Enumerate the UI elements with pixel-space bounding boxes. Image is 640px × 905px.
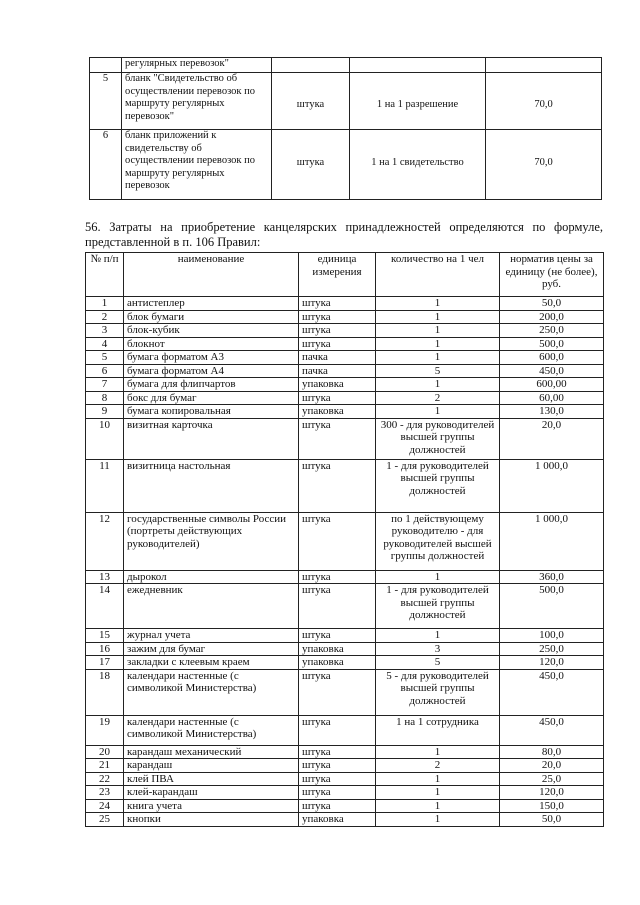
row-number: 9 — [86, 405, 124, 419]
item-qty: 1 — [376, 772, 500, 786]
item-price: 25,0 — [500, 772, 604, 786]
item-unit: штука — [272, 130, 350, 200]
item-unit: штука — [299, 799, 376, 813]
item-price: 20,0 — [500, 418, 604, 459]
item-unit: штука — [299, 391, 376, 405]
item-unit: штука — [299, 297, 376, 311]
row-number: 17 — [86, 656, 124, 670]
table-row — [86, 337, 604, 351]
row-number: 1 — [86, 297, 124, 311]
item-qty: 1 на 1 разрешение — [350, 73, 486, 130]
item-price: 50,0 — [500, 297, 604, 311]
item-unit: штука — [299, 324, 376, 338]
item-price: 500,0 — [500, 584, 604, 629]
item-unit: пачка — [299, 364, 376, 378]
item-qty: по 1 действующему руководителю - для руководителей высшей группы должностей — [376, 512, 500, 570]
item-unit: упаковка — [299, 656, 376, 670]
item-name: календари настенные (с символикой Министерства) — [124, 669, 299, 715]
item-unit: штука — [272, 73, 350, 130]
row-number: 11 — [86, 459, 124, 512]
item-price: 70,0 — [486, 73, 602, 130]
row-number: 14 — [86, 584, 124, 629]
row-number: 8 — [86, 391, 124, 405]
section-paragraph: 56. Затраты на приобретение канцелярских принадлежностей определяются по формуле, представленной в п. 106 Правил: — [85, 220, 603, 249]
item-name: бокс для бумаг — [124, 391, 299, 405]
item-name: блокнот — [124, 337, 299, 351]
item-qty: 1 — [376, 297, 500, 311]
header-name: наименование — [124, 253, 299, 297]
item-name: зажим для бумаг — [124, 642, 299, 656]
item-price: 50,0 — [500, 813, 604, 827]
item-name: бланк приложений к свидетельству об осуществлении перевозок по маршруту регулярных перевозок — [122, 130, 272, 200]
row-number: 7 — [86, 378, 124, 392]
item-price: 450,0 — [500, 715, 604, 745]
item-qty: 1 — [376, 745, 500, 759]
row-number: 18 — [86, 669, 124, 715]
item-qty: 1 — [376, 786, 500, 800]
item-price: 600,0 — [500, 351, 604, 365]
header-no: № п/п — [86, 253, 124, 297]
item-name: визитная карточка — [124, 418, 299, 459]
item-qty: 1 — [376, 799, 500, 813]
item-qty: 1 — [376, 351, 500, 365]
item-name: бумага копировальная — [124, 405, 299, 419]
item-qty — [350, 58, 486, 73]
table-row — [86, 364, 604, 378]
item-unit: штука — [299, 669, 376, 715]
row-number: 5 — [86, 351, 124, 365]
table-row — [86, 669, 604, 715]
row-number: 6 — [90, 130, 122, 200]
table-row — [86, 813, 604, 827]
row-number: 20 — [86, 745, 124, 759]
item-price: 200,0 — [500, 310, 604, 324]
top-table — [89, 57, 602, 200]
item-qty: 1 — [376, 337, 500, 351]
item-qty: 2 — [376, 759, 500, 773]
row-number: 16 — [86, 642, 124, 656]
item-qty: 2 — [376, 391, 500, 405]
table-row — [86, 584, 604, 629]
item-name: блок бумаги — [124, 310, 299, 324]
item-name: кнопки — [124, 813, 299, 827]
stationery-table — [85, 252, 604, 827]
item-qty: 1 на 1 сотрудника — [376, 715, 500, 745]
item-unit: пачка — [299, 351, 376, 365]
item-name: клей ПВА — [124, 772, 299, 786]
table-row — [86, 324, 604, 338]
row-number: 25 — [86, 813, 124, 827]
table-row — [86, 405, 604, 419]
item-name: карандаш — [124, 759, 299, 773]
item-name: визитница настольная — [124, 459, 299, 512]
item-price: 20,0 — [500, 759, 604, 773]
table-row — [86, 351, 604, 365]
item-price: 600,00 — [500, 378, 604, 392]
table-row — [86, 418, 604, 459]
table-row — [86, 715, 604, 745]
item-qty: 1 - для руководителей высшей группы должностей — [376, 584, 500, 629]
item-qty: 5 — [376, 364, 500, 378]
item-price: 150,0 — [500, 799, 604, 813]
table-row — [86, 512, 604, 570]
row-number: 19 — [86, 715, 124, 745]
table-row — [86, 642, 604, 656]
item-unit: штука — [299, 772, 376, 786]
table-row — [86, 459, 604, 512]
table-row — [90, 73, 602, 130]
row-number: 2 — [86, 310, 124, 324]
item-price: 450,0 — [500, 364, 604, 378]
item-qty: 1 на 1 свидетельство — [350, 130, 486, 200]
item-name: бумага для флипчартов — [124, 378, 299, 392]
item-price: 120,0 — [500, 786, 604, 800]
table-row — [86, 310, 604, 324]
item-unit: штука — [299, 715, 376, 745]
item-unit: упаковка — [299, 813, 376, 827]
item-price: 1 000,0 — [500, 512, 604, 570]
item-unit: штука — [299, 570, 376, 584]
item-qty: 1 — [376, 378, 500, 392]
table-row — [86, 297, 604, 311]
item-qty: 1 — [376, 629, 500, 643]
table-row — [86, 570, 604, 584]
item-price: 450,0 — [500, 669, 604, 715]
row-number: 21 — [86, 759, 124, 773]
item-price: 500,0 — [500, 337, 604, 351]
item-qty: 1 — [376, 405, 500, 419]
item-unit: упаковка — [299, 378, 376, 392]
item-name: антистеплер — [124, 297, 299, 311]
item-name: закладки с клеевым краем — [124, 656, 299, 670]
item-price: 130,0 — [500, 405, 604, 419]
table-row — [86, 786, 604, 800]
table-header-row — [86, 253, 604, 297]
item-qty: 5 — [376, 656, 500, 670]
item-unit: штука — [299, 512, 376, 570]
table-row — [86, 745, 604, 759]
table-row — [90, 58, 602, 73]
item-name: карандаш механический — [124, 745, 299, 759]
item-unit: штука — [299, 629, 376, 643]
item-unit: штука — [299, 337, 376, 351]
item-name: бланк "Свидетельство об осуществлении перевозок по маршруту регулярных перевозок" — [122, 73, 272, 130]
item-name: ежедневник — [124, 584, 299, 629]
row-number: 12 — [86, 512, 124, 570]
row-number: 6 — [86, 364, 124, 378]
item-name: бумага форматом А4 — [124, 364, 299, 378]
table-row — [86, 378, 604, 392]
item-qty: 1 — [376, 813, 500, 827]
row-number: 24 — [86, 799, 124, 813]
row-number: 15 — [86, 629, 124, 643]
item-name: государственные символы России (портреты действующих руководителей) — [124, 512, 299, 570]
table-row — [86, 656, 604, 670]
item-name: журнал учета — [124, 629, 299, 643]
item-qty: 1 — [376, 570, 500, 584]
item-price — [486, 58, 602, 73]
item-unit: штука — [299, 759, 376, 773]
row-number: 3 — [86, 324, 124, 338]
table-row — [90, 130, 602, 200]
table-row — [86, 759, 604, 773]
item-unit: штука — [299, 584, 376, 629]
item-qty: 1 — [376, 310, 500, 324]
row-number: 5 — [90, 73, 122, 130]
item-name: бумага форматом А3 — [124, 351, 299, 365]
header-price: норматив цены за единицу (не более), руб. — [500, 253, 604, 297]
item-unit: штука — [299, 310, 376, 324]
table-row — [86, 772, 604, 786]
item-price: 250,0 — [500, 324, 604, 338]
row-number: 23 — [86, 786, 124, 800]
item-name: блок-кубик — [124, 324, 299, 338]
row-number: 13 — [86, 570, 124, 584]
item-price: 250,0 — [500, 642, 604, 656]
item-unit — [272, 58, 350, 73]
table-row — [86, 391, 604, 405]
item-unit: штука — [299, 418, 376, 459]
header-unit: единица измерения — [299, 253, 376, 297]
row-number — [90, 58, 122, 73]
item-price: 1 000,0 — [500, 459, 604, 512]
item-name: регулярных перевозок" — [122, 58, 272, 73]
row-number: 22 — [86, 772, 124, 786]
item-name: календари настенные (с символикой Министерства) — [124, 715, 299, 745]
item-price: 360,0 — [500, 570, 604, 584]
item-unit: штука — [299, 745, 376, 759]
item-price: 80,0 — [500, 745, 604, 759]
item-unit: упаковка — [299, 405, 376, 419]
item-name: клей-карандаш — [124, 786, 299, 800]
row-number: 4 — [86, 337, 124, 351]
item-unit: упаковка — [299, 642, 376, 656]
table-row — [86, 799, 604, 813]
item-qty: 300 - для руководителей высшей группы должностей — [376, 418, 500, 459]
item-qty: 1 - для руководителей высшей группы должностей — [376, 459, 500, 512]
row-number: 10 — [86, 418, 124, 459]
header-qty: количество на 1 чел — [376, 253, 500, 297]
item-name: дырокол — [124, 570, 299, 584]
item-price: 60,00 — [500, 391, 604, 405]
item-unit: штука — [299, 786, 376, 800]
item-qty: 1 — [376, 324, 500, 338]
item-price: 70,0 — [486, 130, 602, 200]
item-price: 100,0 — [500, 629, 604, 643]
item-name: книга учета — [124, 799, 299, 813]
table-row — [86, 629, 604, 643]
item-qty: 5 - для руководителей высшей группы должностей — [376, 669, 500, 715]
item-unit: штука — [299, 459, 376, 512]
item-qty: 3 — [376, 642, 500, 656]
item-price: 120,0 — [500, 656, 604, 670]
